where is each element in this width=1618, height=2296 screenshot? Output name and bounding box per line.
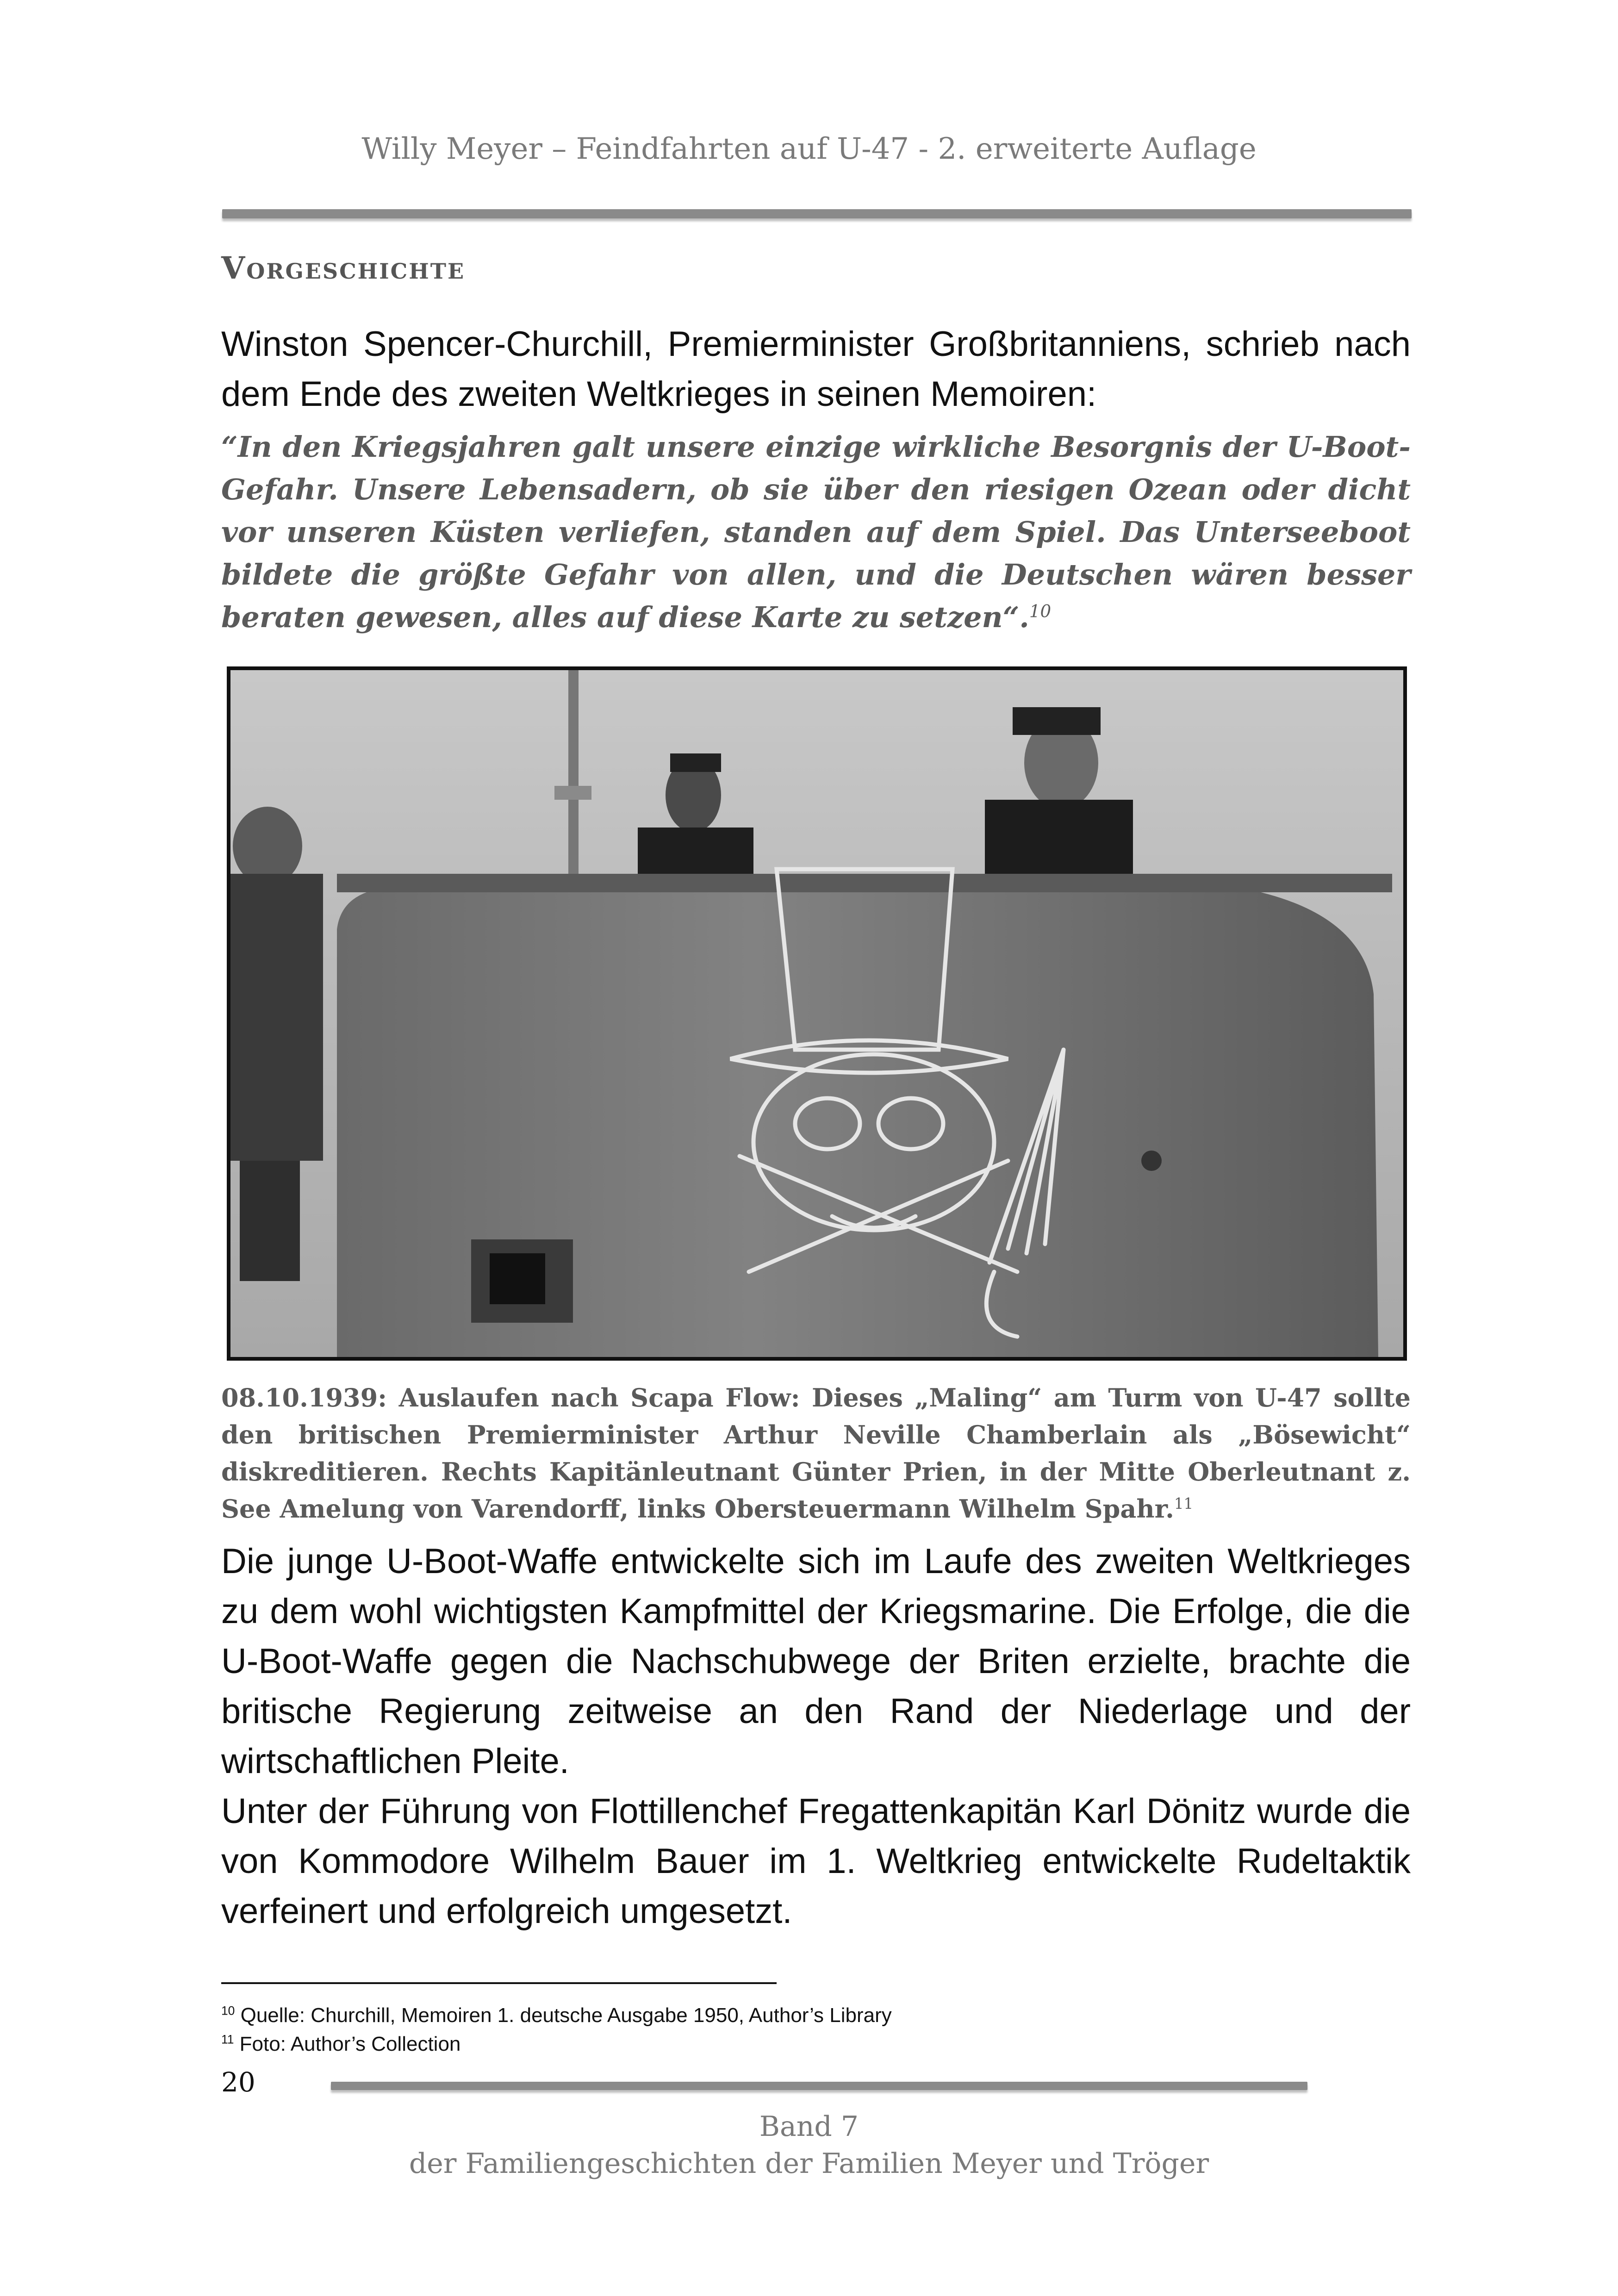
photo-caption bbox=[221, 1379, 1411, 1527]
header-rule bbox=[222, 209, 1412, 218]
body-paragraph-2: Unter der Führung von Flottillenchef Fregattenkapitän Karl Dönitz wurde die von Kommodore Wilhelm Bauer im 1. Weltkrieg entwickelte Rudeltaktik verfeinert und erfolgreich umgesetzt. bbox=[221, 1792, 1411, 1931]
footnote-text: Foto: Author’s Collection bbox=[239, 2033, 461, 2055]
footer-rule bbox=[331, 2082, 1307, 2090]
u47-tower-photo-illustration bbox=[230, 670, 1403, 1357]
footnote-number: 10 bbox=[221, 2004, 235, 2018]
footnote-10 bbox=[221, 2004, 892, 2027]
footnote-11 bbox=[221, 2033, 461, 2056]
footnote-ref-10[interactable]: 10 bbox=[1029, 601, 1052, 622]
footnote-number: 11 bbox=[221, 2032, 234, 2047]
churchill-quote bbox=[221, 426, 1411, 639]
running-header: Willy Meyer – Feindfahrten auf U-47 - 2. erweiterte Auflage bbox=[361, 132, 1257, 166]
section-title: Vorgeschichte bbox=[221, 250, 466, 286]
quote-text: “In den Kriegsjahren galt unsere einzige wirkliche Besorgnis der U-Boot-Gefahr. Unsere Lebensadern, ob sie über den riesigen Ozean oder dicht vor unseren Küsten verliefen, standen auf dem Spiel. Das Unterseeboot bildete die größte Gefahr von allen, und die Deutschen wären besser beraten gewesen, alles auf diese Karte zu setzen“. bbox=[221, 430, 1411, 634]
footnote-divider bbox=[221, 1982, 777, 1984]
footer-volume: Band 7 bbox=[759, 2110, 859, 2143]
intro-paragraph: Winston Spencer-Churchill, Premierminister Großbritanniens, schrieb nach dem Ende des zweiten Weltkrieges in seinen Memoiren: bbox=[221, 324, 1411, 414]
footer-series: der Familiengeschichten der Familien Meyer und Tröger bbox=[409, 2147, 1209, 2180]
body-paragraph-1: Die junge U-Boot-Waffe entwickelte sich im Laufe des zweiten Weltkrieges zu dem wohl wichtigsten Kampfmittel der Kriegsmarine. Die Erfolge, die die U-Boot-Waffe gegen die Nachschubwege der Briten erzielte, brachte die britische Regierung zeitweise an den Rand der Niederlage und der wirtschaftlichen Pleite. bbox=[221, 1542, 1411, 1781]
footnote-text: Quelle: Churchill, Memoiren 1. deutsche Ausgabe 1950, Author’s Library bbox=[240, 2004, 892, 2027]
page-number: 20 bbox=[221, 2066, 255, 2098]
caption-text: 08.10.1939: Auslaufen nach Scapa Flow: Dieses „Maling“ am Turm von U-47 sollte den britischen Premierminister Arthur Neville Chamberlain als „Bösewicht“ diskreditieren. Rechts Kapitänleutnant Günter Prien, in der Mitte Oberleutnant z. See Amelung von Varendorff, links Obersteuermann Wilhelm Spahr. bbox=[221, 1383, 1411, 1524]
u47-photo bbox=[227, 666, 1407, 1361]
footnote-ref-11[interactable]: 11 bbox=[1174, 1495, 1194, 1512]
